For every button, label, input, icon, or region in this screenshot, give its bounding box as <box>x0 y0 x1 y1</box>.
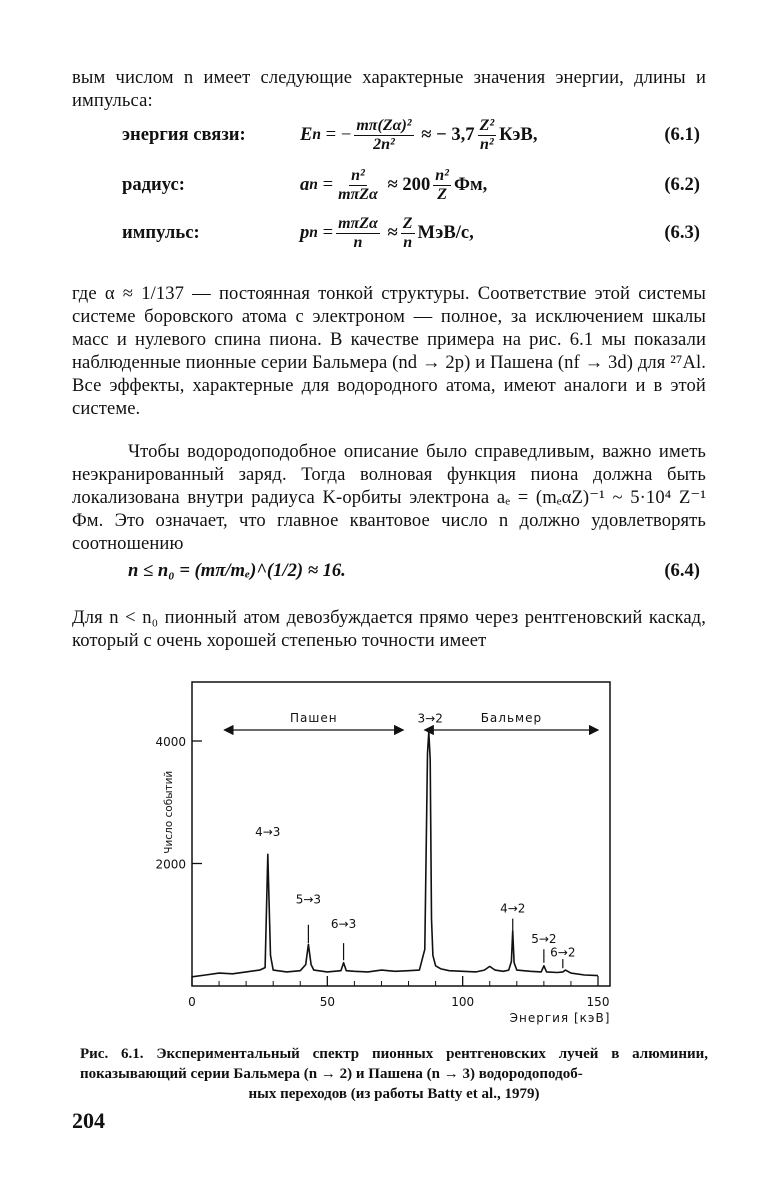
frac-num: Z² <box>479 116 495 134</box>
equation-body: p n = $\frac{\text{mπZα}}{n}$ ≈ $\frac{Z}{n}$ МэВ/с, <box>300 214 474 251</box>
equation-number: (6.4) <box>664 560 700 581</box>
peak-label: 3→2 <box>417 711 443 726</box>
equation-number: (6.2) <box>664 174 700 195</box>
x-tick-label: 100 <box>451 995 475 1009</box>
eq-mid: ≈ 200 <box>387 174 431 195</box>
equation-number: (6.1) <box>664 124 700 145</box>
y-tick-label: 4000 <box>155 735 186 749</box>
eq-fraction <box>336 167 380 204</box>
y-tick-label: 2000 <box>155 857 186 872</box>
peak-label: 5→3 <box>295 892 322 907</box>
eq-fraction <box>336 215 380 252</box>
peak-label: 4→3 <box>255 824 281 839</box>
eq-mid: ≈ <box>387 222 398 243</box>
equation-label: радиус: <box>122 174 185 195</box>
frac-num: n² <box>435 166 449 184</box>
eq-lhs: a <box>300 174 310 195</box>
series-label: Пашен <box>290 711 338 725</box>
frac-den: 2n² <box>373 135 395 153</box>
x-tick-label: 0 <box>188 995 196 1009</box>
paragraph-3: Для n < n₀ пионный атом девозбуждается прямо через рентгеновский каскад, который с очень хорошей степенью точности имеет <box>72 607 706 651</box>
eq-tail: КэВ, <box>499 124 538 145</box>
paragraph-2: Чтобы водородоподобное описание было справедливым, важно иметь неэкранированный заряд. Тогда волновая функция пиона должна быть локализована внутри радиуса K-орбиты электрона aₑ = (mₑαZ)⁻¹ ~ 5·10⁴ Z⁻¹ Фм. Это означает, что главное квантовое число n должно удовлетворять соотношению <box>72 441 706 554</box>
frac-den: n <box>403 233 413 251</box>
frac-num: n² <box>351 166 365 184</box>
frac-den: n² <box>480 135 494 153</box>
eq-sub: n <box>312 126 322 143</box>
frac-num: mπZα <box>338 214 378 232</box>
frac-num: mπ(Zα)² <box>356 116 412 134</box>
equation-label: энергия связи: <box>122 124 246 145</box>
eq-mid: ≈ − 3,7 <box>421 124 475 145</box>
eq-fraction <box>478 117 497 154</box>
x-tick-label: 150 <box>586 995 610 1009</box>
peak-label: 4→2 <box>500 901 526 916</box>
eq-lhs: E <box>300 124 313 145</box>
eq-sub: n <box>309 224 318 241</box>
equation-6-4 <box>72 560 706 586</box>
equation-body: n ≤ n₀ = (mπ/mₑ)^(1/2) ≈ 16. <box>128 560 346 581</box>
equation-6-2 <box>72 162 706 208</box>
frac-num: Z <box>402 214 413 232</box>
equation-body: a n = $\frac{\text{n²}}{\text{mπZα}}$ ≈ 200 $\frac{\text{n²}}{Z}$ Фм, <box>300 166 488 203</box>
spectrum-figure <box>120 668 640 1028</box>
series-label: Бальмер <box>480 711 543 725</box>
eq-tail: Фм, <box>453 174 488 195</box>
frac-den: mπZα <box>338 185 378 203</box>
intro-paragraph: вым числом n имеет следующие характерные значения энергии, длины и импульса: <box>72 67 706 111</box>
page-number: 204 <box>72 1108 105 1133</box>
x-axis-label: Энергия [кэВ] <box>509 1011 611 1025</box>
peak-label: 6→2 <box>550 945 576 960</box>
caption-main: Рис. 6.1. Экспериментальный спектр пионных рентгеновских лучей в алюминии, показывающий серии Бальмера (n → 2) и Пашена (n → 3) водородоподоб- <box>80 1046 708 1082</box>
y-axis-label: Число событий <box>163 770 175 854</box>
peak-label: 5→2 <box>531 932 557 947</box>
eq-sub: n <box>309 176 318 193</box>
eq-lhs: p <box>300 222 310 243</box>
eq-fraction <box>354 117 413 154</box>
equation-label: импульс: <box>122 222 200 243</box>
paragraph-1: где α ≈ 1/137 — постоянная тонкой структуры. Соответствие этой системы системе боровского атома с электроном — полное, за исключением шкалы масс и нулевого спина пиона. В качестве примера на рис. 6.1 мы показали наблюденные пионные серии Бальмера (nd → 2p) и Пашена (nf → 3d) для ²⁷Al. Все эффекты, характерные для водородного атома, имеют аналоги и в этой системе. <box>72 283 706 419</box>
equation-number: (6.3) <box>664 222 700 243</box>
spectrum-chart <box>120 668 640 1028</box>
peak-label: 6→3 <box>330 916 357 931</box>
equation-6-3 <box>72 210 706 256</box>
eq-tail: МэВ/с, <box>417 222 474 243</box>
equation-6-1 <box>72 112 706 158</box>
figure-caption <box>80 1044 708 1104</box>
x-tick-label: 50 <box>319 995 335 1009</box>
eq-fraction <box>401 215 415 252</box>
frac-den: n <box>353 233 363 251</box>
frac-den: Z <box>437 185 448 203</box>
caption-last-line: ных переходов (из работы Batty et al., 1979) <box>248 1086 540 1102</box>
eq-fraction <box>433 167 451 204</box>
equation-body: E n = − $\frac{\text{mπ(Zα)²}}{\text{2n²}}$ ≈ − 3,7 $\frac{\text{Z²}}{\text{n²}}$ КэВ, <box>300 116 538 153</box>
